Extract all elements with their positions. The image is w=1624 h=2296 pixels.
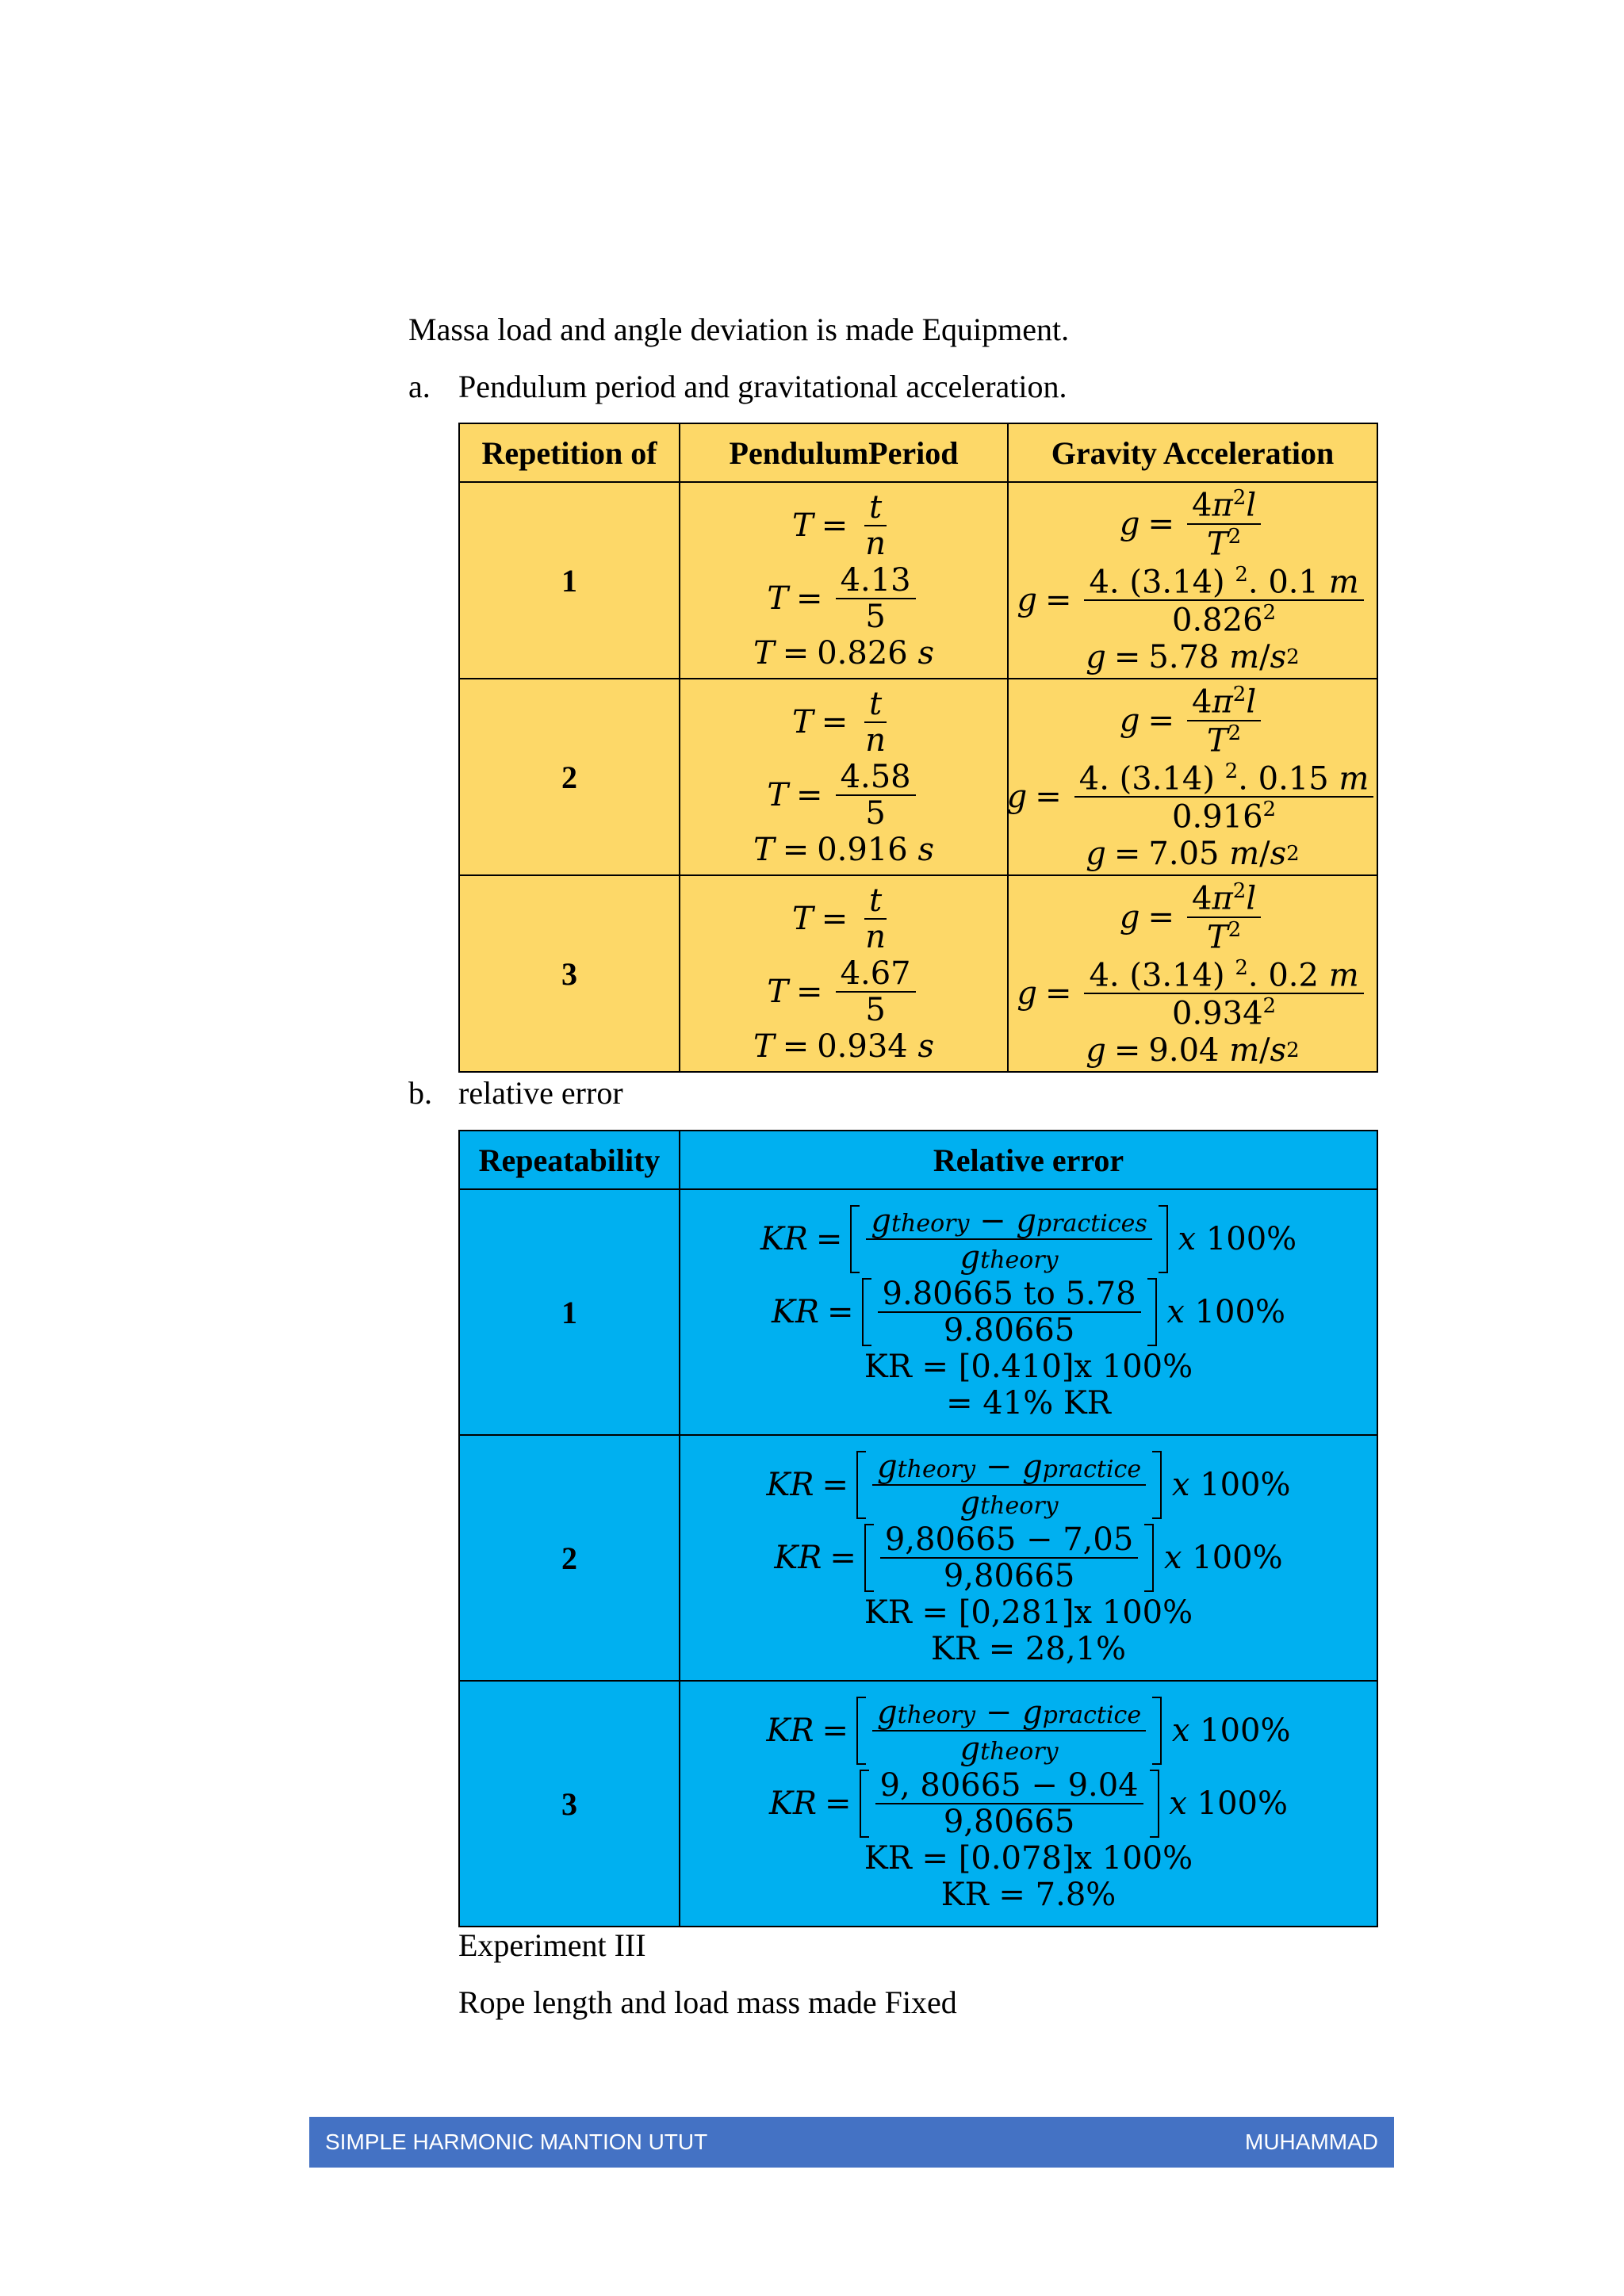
period-count: 5 (865, 992, 886, 1028)
table-row (459, 679, 1377, 875)
period-value: 0.916 (817, 832, 908, 868)
table-header-row (459, 1131, 1377, 1189)
row-number: 2 (459, 679, 680, 875)
period-squared: 0.934 (1172, 995, 1263, 1032)
relative-error-cell: KR = $\frac{\text{gtheory − gpractices}}{\text{gtheory}}$ x 100% KR = $\frac{9.80665 to 5.78}{9.80665}$ x 100% KR = [0.410]x 100% = 41% KR (680, 1189, 1377, 1435)
error-result: = 41% KR (946, 1385, 1111, 1422)
relative-error-table (458, 1130, 1378, 1927)
error-denominator: 9,80665 (943, 1804, 1075, 1840)
gravity-value: 9.04 (1148, 1031, 1220, 1069)
rope-length: 0.1 (1268, 564, 1319, 601)
header-gravity: Gravity Acceleration (1008, 423, 1377, 482)
rope-length: 0.2 (1268, 957, 1319, 994)
section-a-title: Pendulum period and gravitational acceleration. (458, 369, 1067, 404)
gravity-value: 7.05 (1148, 835, 1220, 872)
error-numerator: 9.80665 to 5.78 (878, 1278, 1141, 1313)
period-formula-cell: T = $\frac{t}{n}$ T = $\frac{4.58}{5}$ T = 0.916 s (680, 679, 1008, 875)
period-formula-cell: T = $\frac{t}{n}$ T = $\frac{4.13}{5}$ T = 0.826 s (680, 482, 1008, 679)
experiment-heading: Experiment III (458, 1927, 646, 1963)
section-a-letter: a. (408, 369, 431, 404)
error-result: KR = 7.8% (940, 1877, 1116, 1913)
practice-subscript: practice (1042, 1456, 1142, 1483)
error-numerator: 9,80665 − 7,05 (880, 1524, 1138, 1559)
practice-subscript: practice (1042, 1701, 1142, 1729)
gravity-formula-cell: g = $\frac{4\pi^2l}{T^2}$ g = $\frac{4. (3.14) ^2. 0.1 m}{0.826^2}$ g = 5.78 m / s 2 (1008, 482, 1377, 679)
gravity-value: 5.78 (1148, 638, 1220, 675)
error-ratio: KR = [0.410]x 100% (864, 1349, 1193, 1385)
table-row (459, 1189, 1377, 1435)
period-squared: 0.916 (1172, 798, 1263, 836)
error-ratio: KR = [0,281]x 100% (864, 1594, 1193, 1631)
period-gravity-table (458, 423, 1378, 1073)
relative-error-cell: KR = $\frac{\text{gtheory − gpractice}}{\text{gtheory}}$ x 100% KR = $\frac{9,80665 - 7,05}{9,80665}$ x 100% KR = [0,281]x 100% KR = 28,1% (680, 1435, 1377, 1681)
intro-text: Massa load and angle deviation is made Equipment. (408, 312, 1070, 347)
period-time: 4.67 (836, 958, 916, 993)
relative-error-cell: KR = $\frac{\text{gtheory − gpractice}}{\text{gtheory}}$ x 100% KR = $\frac{9, 80665 - 9.04}{9,80665}$ x 100% KR = [0.078]x 100% KR = 7.8% (680, 1681, 1377, 1927)
rope-text: Rope length and load mass made Fixed (458, 1984, 957, 2020)
row-number: 3 (459, 875, 680, 1072)
error-result: KR = 28,1% (930, 1631, 1126, 1667)
period-value: 0.934 (817, 1028, 908, 1065)
page-footer (309, 2117, 1394, 2168)
section-b-letter: b. (408, 1075, 432, 1111)
error-ratio: KR = [0.078]x 100% (864, 1840, 1193, 1877)
footer-author: MUHAMMAD (1245, 2130, 1378, 2154)
row-number: 3 (459, 1681, 680, 1927)
period-count: 5 (865, 599, 886, 635)
rope-length: 0.15 (1258, 760, 1329, 798)
section-b-title: relative error (458, 1075, 623, 1111)
error-denominator: 9.80665 (943, 1312, 1075, 1349)
header-repetition: Repetition of (459, 423, 680, 482)
table-row (459, 482, 1377, 679)
period-formula-cell: T = $\frac{t}{n}$ T = $\frac{4.67}{5}$ T = 0.934 s (680, 875, 1008, 1072)
period-squared: 0.826 (1172, 602, 1263, 639)
period-time: 4.13 (836, 564, 916, 599)
gravity-formula-cell: g = $\frac{4\pi^2l}{T^2}$ g = $\frac{4. (3.14) ^2. 0.15 m}{0.916^2}$ g = 7.05 m / s 2 (1008, 679, 1377, 875)
period-value: 0.826 (817, 635, 908, 672)
practice-subscript: practices (1036, 1210, 1147, 1238)
row-number: 1 (459, 1189, 680, 1435)
period-count: 5 (865, 795, 886, 832)
header-relative-error: Relative error (680, 1131, 1377, 1189)
table-header-row (459, 423, 1377, 482)
row-number: 2 (459, 1435, 680, 1681)
footer-title: SIMPLE HARMONIC MANTION UTUT (325, 2130, 708, 2154)
table-row (459, 875, 1377, 1072)
error-numerator: 9, 80665 − 9.04 (875, 1770, 1143, 1804)
header-period: PendulumPeriod (680, 423, 1008, 482)
row-number: 1 (459, 482, 680, 679)
gravity-formula-cell: g = $\frac{4\pi^2l}{T^2}$ g = $\frac{4. (3.14) ^2. 0.2 m}{0.934^2}$ g = 9.04 m / s 2 (1008, 875, 1377, 1072)
error-denominator: 9,80665 (943, 1558, 1075, 1594)
table-row (459, 1681, 1377, 1927)
header-repeatability: Repeatability (459, 1131, 680, 1189)
period-time: 4.58 (836, 761, 916, 796)
table-row (459, 1435, 1377, 1681)
